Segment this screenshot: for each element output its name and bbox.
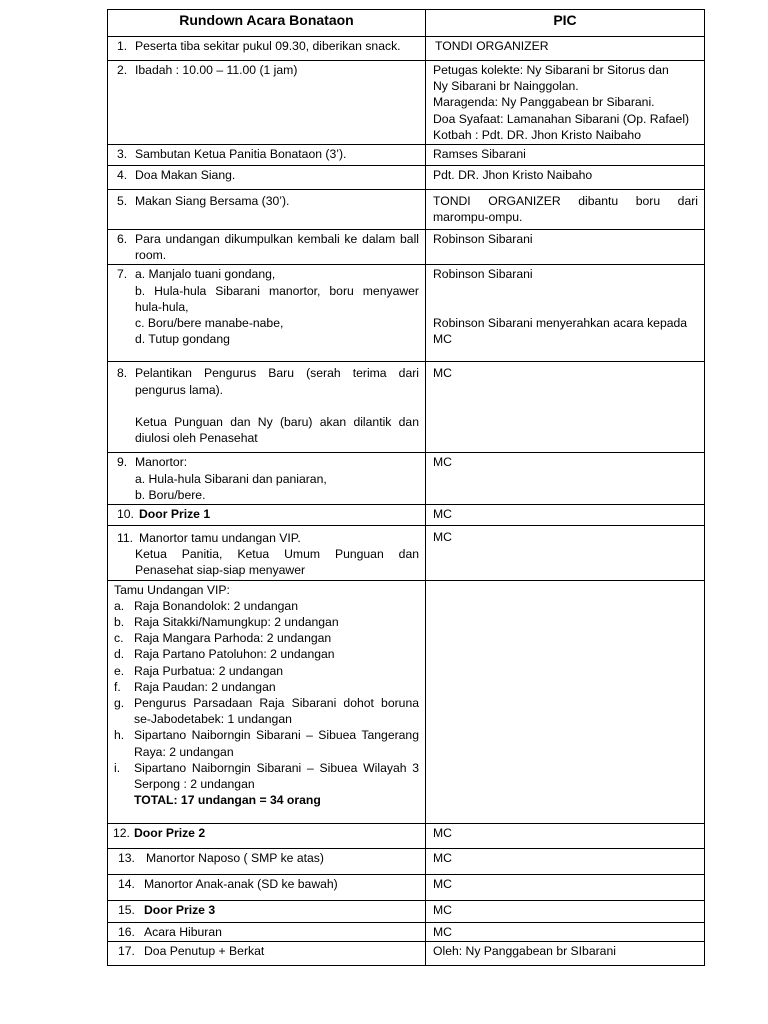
- item-number: 17.: [118, 943, 135, 958]
- item-number: 2.: [117, 63, 128, 77]
- pic-cell: [426, 190, 705, 230]
- item-number: 15.: [118, 902, 135, 917]
- rundown-cell: [108, 823, 426, 848]
- pic-cell: [426, 265, 705, 362]
- pic-cell: [426, 453, 705, 505]
- pic-text: MC: [433, 507, 452, 522]
- list-item: g. Pengurus Parsadaan Raja Sibarani dohot boruna se-Jabodetabek: 1 undangan: [114, 696, 419, 727]
- item-number: 11.: [117, 531, 134, 546]
- vip-total: TOTAL: 17 undangan = 34 orang: [134, 793, 321, 808]
- table-row: [108, 265, 705, 362]
- item-text: Para undangan dikumpulkan kembali ke dalam ball room.: [135, 232, 419, 263]
- item-number: 3.: [117, 147, 128, 162]
- rundown-cell: [108, 900, 426, 922]
- rundown-cell: [108, 145, 426, 166]
- rundown-cell: [108, 362, 426, 453]
- table-row: [108, 526, 705, 581]
- table-row: [108, 505, 705, 526]
- table-row: [108, 61, 705, 145]
- pic-cell: [426, 526, 705, 581]
- header-pic: PIC: [426, 10, 705, 37]
- table-row: [108, 874, 705, 900]
- item-number: 12.: [113, 825, 130, 840]
- table-row: [108, 230, 705, 265]
- pic-cell: [426, 37, 705, 61]
- rundown-cell: [108, 190, 426, 230]
- pic-cell: [426, 166, 705, 190]
- item-text: Doa Makan Siang.: [135, 168, 236, 183]
- item-number: 9.: [117, 455, 128, 470]
- item-text: b. Boru/bere.: [135, 487, 206, 502]
- table-row: [108, 900, 705, 922]
- list-item: i. Sipartano Naiborngin Sibarani – Sibuea Wilayah 3 Serpong : 2 undangan: [114, 760, 419, 792]
- pic-text: MC: [433, 825, 452, 840]
- list-item: h. Sipartano Naiborngin Sibarani – Sibuea Tangerang Raya: 2 undangan: [114, 728, 419, 759]
- item-text: a. Manjalo tuani gondang,: [135, 267, 276, 282]
- table-row: [108, 37, 705, 61]
- vip-list: [114, 598, 419, 809]
- vip-title: Tamu Undangan VIP:: [114, 582, 230, 597]
- list-item: a. Raja Bonandolok: 2 undangan: [114, 598, 298, 613]
- item-text: Ibadah : 10.00 – 11.00 (1 jam): [135, 63, 298, 77]
- header-rundown: Rundown Acara Bonataon: [108, 10, 426, 37]
- pic-text: Pdt. DR. Jhon Kristo Naibaho: [433, 168, 593, 183]
- rundown-cell: [108, 526, 426, 581]
- rundown-cell: [108, 166, 426, 190]
- pic-cell: [426, 61, 705, 145]
- pic-text: MC: [433, 530, 452, 545]
- item-number: 8.: [117, 366, 128, 381]
- pic-text: Doa Syafaat: Lamanahan Sibarani (Op. Rafael): [433, 111, 690, 126]
- pic-text: Robinson Sibarani menyerahkan acara kepada MC: [433, 315, 688, 346]
- rundown-cell: [108, 848, 426, 874]
- item-text: Sambutan Ketua Panitia Bonataon (3’).: [135, 147, 347, 162]
- rundown-cell: [108, 922, 426, 941]
- pic-cell: [426, 941, 705, 965]
- item-text: Manortor tamu undangan VIP.: [139, 531, 301, 546]
- item-number: 5.: [117, 194, 128, 209]
- table-row: [108, 453, 705, 505]
- item-text: Door Prize 1: [139, 507, 211, 522]
- rundown-cell: [108, 230, 426, 265]
- table-row: [108, 922, 705, 941]
- pic-text: Ramses Sibarani: [433, 147, 526, 162]
- pic-cell: [426, 823, 705, 848]
- pic-text: MC: [433, 850, 452, 865]
- pic-text: Robinson Sibarani: [433, 232, 533, 247]
- pic-cell: [426, 230, 705, 265]
- item-number: 14.: [118, 876, 135, 891]
- pic-text: MC: [433, 902, 452, 917]
- pic-cell: [426, 848, 705, 874]
- pic-text: Petugas kolekte: Ny Sibarani br Sitorus dan: [433, 63, 669, 77]
- item-number: 1.: [117, 39, 128, 53]
- item-text: Acara Hiburan: [144, 924, 222, 939]
- item-text: Ketua Panitia, Ketua Umum Punguan dan Penasehat siap-siap menyawer: [135, 547, 419, 578]
- item-text: c. Boru/bere manabe-nabe,: [135, 316, 284, 331]
- item-text: Manortor Anak-anak (SD ke bawah): [144, 876, 338, 891]
- pic-cell: [426, 362, 705, 453]
- table-row: [108, 145, 705, 166]
- table-row: [108, 941, 705, 965]
- pic-cell: [426, 874, 705, 900]
- pic-cell: [426, 900, 705, 922]
- rundown-cell: [108, 941, 426, 965]
- item-number: 16.: [118, 924, 135, 939]
- pic-text: MC: [433, 455, 452, 470]
- pic-text: MC: [433, 876, 452, 891]
- pic-text: Robinson Sibarani: [433, 267, 533, 282]
- item-text: Makan Siang Bersama (30’).: [135, 194, 290, 209]
- item-text: Manortor:: [135, 455, 188, 470]
- pic-cell: [426, 922, 705, 941]
- pic-text: MC: [433, 366, 452, 381]
- pic-cell-empty: [426, 580, 705, 823]
- item-text: Ketua Punguan dan Ny (baru) akan dilantik dan diulosi oleh Penasehat: [135, 414, 419, 446]
- pic-text: TONDI ORGANIZER: [435, 39, 549, 53]
- rundown-cell: [108, 453, 426, 505]
- table-row: [108, 166, 705, 190]
- table-row: [108, 362, 705, 453]
- list-item: d. Raja Partano Patoluhon: 2 undangan: [114, 647, 335, 662]
- item-text: Manortor Naposo ( SMP ke atas): [146, 850, 324, 865]
- pic-text: MC: [433, 924, 452, 939]
- table-row: [108, 190, 705, 230]
- vip-cell: [108, 580, 426, 823]
- rundown-cell: [108, 874, 426, 900]
- item-text: Doa Penutup + Berkat: [144, 943, 265, 958]
- pic-cell: [426, 505, 705, 526]
- table-row: [108, 848, 705, 874]
- item-text: b. Hula-hula Sibarani manortor, boru menyawer hula-hula,: [135, 283, 419, 314]
- item-text: Door Prize 2: [134, 825, 206, 840]
- pic-text: TONDI ORGANIZER dibantu boru dari marompu-ompu.: [433, 194, 698, 225]
- rundown-cell: [108, 61, 426, 145]
- pic-text: Oleh: Ny Panggabean br SIbarani: [433, 943, 616, 958]
- item-number: 7.: [117, 267, 128, 282]
- table-row-vip: [108, 580, 705, 823]
- list-item: c. Raja Mangara Parhoda: 2 undangan: [114, 631, 332, 646]
- item-text: Pelantikan Pengurus Baru (serah terima dari pengurus lama).: [135, 366, 419, 397]
- list-item: e. Raja Purbatua: 2 undangan: [114, 663, 284, 678]
- table-row: [108, 823, 705, 848]
- pic-cell: [426, 145, 705, 166]
- item-text: Peserta tiba sekitar pukul 09.30, diberikan snack.: [135, 39, 401, 53]
- rundown-cell: [108, 265, 426, 362]
- table-header-row: [108, 10, 705, 37]
- rundown-cell: [108, 37, 426, 61]
- item-number: 13.: [118, 850, 135, 865]
- list-item: f. Raja Paudan: 2 undangan: [114, 679, 276, 694]
- list-item: b. Raja Sitakki/Namungkup: 2 undangan: [114, 615, 339, 630]
- item-number: 10.: [117, 507, 134, 522]
- pic-text: Maragenda: Ny Panggabean br Sibarani.: [433, 95, 655, 110]
- pic-text: Ny Sibarani br Nainggolan.: [433, 79, 579, 94]
- pic-text: Kotbah : Pdt. DR. Jhon Kristo Naibaho: [433, 127, 641, 142]
- item-number: 4.: [117, 168, 128, 183]
- item-text: a. Hula-hula Sibarani dan paniaran,: [135, 471, 327, 486]
- rundown-table: [107, 9, 705, 966]
- item-number: 6.: [117, 232, 128, 247]
- item-text: d. Tutup gondang: [135, 332, 230, 347]
- rundown-cell: [108, 505, 426, 526]
- item-text: Door Prize 3: [144, 902, 216, 917]
